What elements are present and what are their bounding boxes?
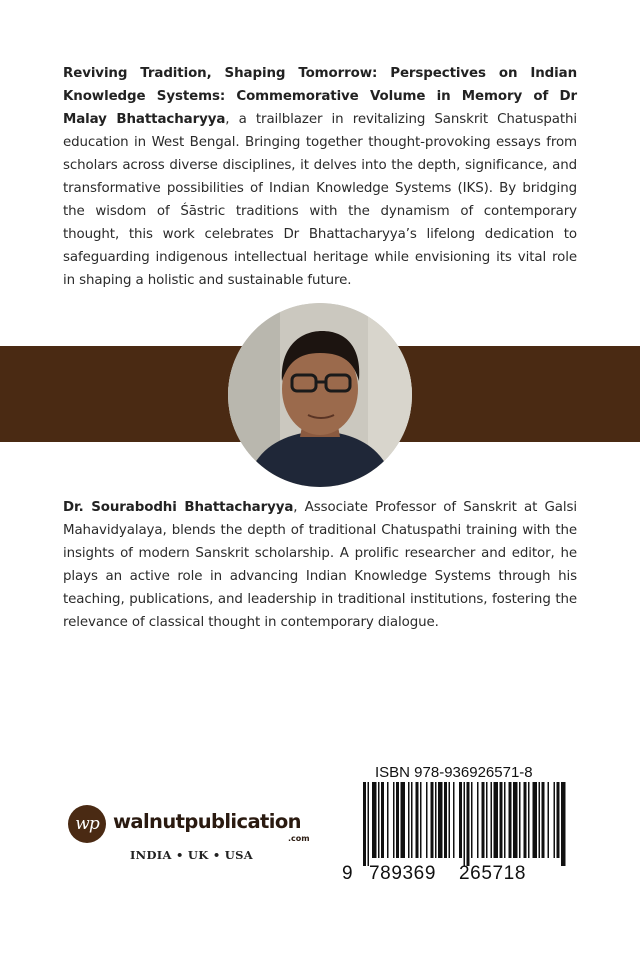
blurb-text: , a trailblazer in revitalizing Sanskrit Chatuspathi education in West Bengal. Bringing together thought-provoking essays from scholars across diverse disciplines, it delves into the depth, significance, and transformative possibilities of Indian Knowledge Systems (IKS). By bridging the wisdom of Śāstric traditions with the dynamism of contemporary thought, this work celebrates Dr Bhattacharyya’s lifelong dedication to safeguarding indigenous intellectual heritage while envisioning its vital role in shaping a holistic and sustainable future. bbox=[63, 112, 577, 288]
book-blurb bbox=[63, 62, 577, 292]
barcode-icon bbox=[361, 782, 571, 866]
isbn-barcode bbox=[342, 762, 573, 894]
book-title: Reviving Tradition, Shaping Tomorrow: Perspectives on Indian Knowledge Systems: Commemorative Volume in Memory of Dr Malay Bhattacharyya bbox=[63, 66, 577, 127]
bio-text: , Associate Professor of Sanskrit at Galsi Mahavidyalaya, blends the depth of traditional Chatuspathi training with the insights of modern Sanskrit scholarship. A prolific researcher and editor, he plays an active role in advancing Indian Knowledge Systems through his teaching, publications, and leadership in traditional institutions, fostering the relevance of classical thought in contemporary dialogue. bbox=[63, 500, 577, 630]
author-bio bbox=[63, 496, 577, 634]
publisher-domain-suffix: .com bbox=[288, 834, 310, 843]
barcode-digit-first: 9 bbox=[342, 863, 354, 884]
author-name: Dr. Sourabodhi Bhattacharyya bbox=[63, 500, 294, 515]
walnut-logo-icon: wp bbox=[68, 805, 106, 843]
publisher-regions: INDIA • UK • USA bbox=[130, 848, 253, 862]
barcode-digits-left: 789369 bbox=[369, 863, 437, 884]
publisher-name: walnutpublication bbox=[113, 810, 301, 833]
author-portrait bbox=[228, 303, 412, 487]
barcode-digits-right: 265718 bbox=[459, 863, 527, 884]
isbn-label: ISBN 978-936926571-8 bbox=[375, 764, 533, 781]
